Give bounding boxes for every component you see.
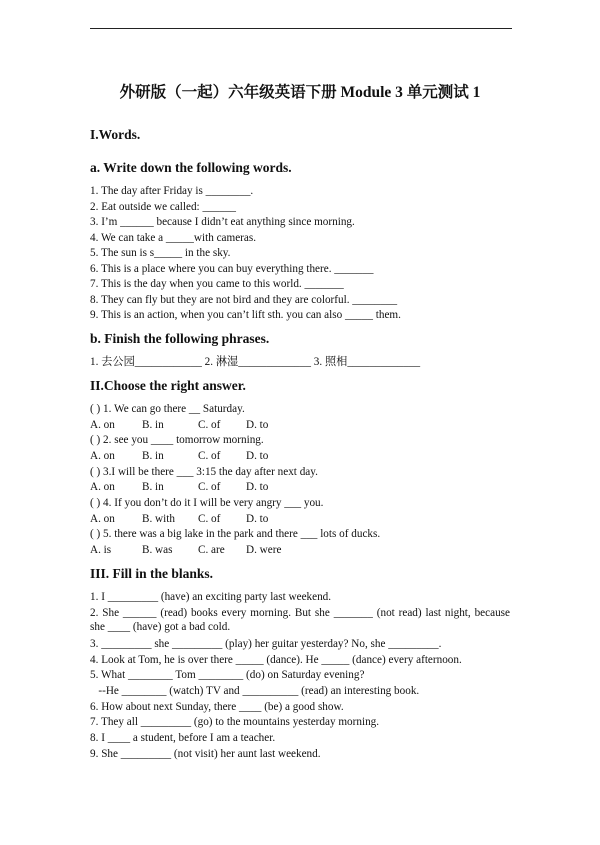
word-item-5: 5. The sun is s_____ in the sky.	[90, 247, 231, 259]
question-stem: ( ) 2. see you ____ tomorrow morning.	[90, 434, 264, 446]
part-a-heading: a. Write down the following words.	[90, 160, 292, 175]
part-b-heading: b. Finish the following phrases.	[90, 331, 270, 346]
option-c: C. of	[198, 481, 221, 493]
word-item-6: 6. This is a place where you can buy everything there. _______	[90, 263, 374, 275]
option-a: A. on	[90, 481, 115, 493]
option-c: C. of	[198, 513, 221, 525]
question-options	[90, 512, 296, 526]
word-item-3: 3. I’m ______ because I didn’t eat anything since morning.	[90, 216, 355, 228]
question-stem: ( ) 3.I will be there ___ 3:15 the day after next day.	[90, 466, 318, 478]
header-rule	[90, 28, 512, 29]
section-heading-words: I.Words.	[90, 127, 141, 142]
fill-item-3: 3. _________ she _________ (play) her guitar yesterday? No, she _________.	[90, 638, 442, 650]
option-b: B. in	[142, 419, 164, 431]
option-b: B. was	[142, 544, 173, 556]
fill-item-1: 1. I _________ (have) an exciting party last weekend.	[90, 591, 332, 603]
option-d: D. were	[246, 544, 282, 556]
word-item-1: 1. The day after Friday is ________.	[90, 185, 254, 197]
word-item-8: 8. They can fly but they are not bird and they are colorful. ________	[90, 294, 398, 306]
option-c: C. are	[198, 544, 225, 556]
question-stem: ( ) 1. We can go there __ Saturday.	[90, 403, 245, 415]
fill-item-2: 2. She ______ (read) books every morning. But she _______ (not read) last night, because she ____ (have) got a bad cold.	[90, 607, 510, 633]
option-d: D. to	[246, 419, 269, 431]
option-b: B. in	[142, 481, 164, 493]
fill-item-5-continued: --He ________ (watch) TV and __________ (read) an interesting book.	[90, 685, 420, 697]
question-stem: ( ) 4. If you don’t do it I will be very angry ___ you.	[90, 497, 324, 509]
question-options	[90, 418, 296, 432]
question-stem: ( ) 5. there was a big lake in the park and there ___ lots of ducks.	[90, 528, 381, 540]
fill-item-7: 7. They all _________ (go) to the mountains yesterday morning.	[90, 716, 380, 728]
word-item-7: 7. This is the day when you came to this world. _______	[90, 278, 344, 290]
question-options	[90, 449, 296, 463]
option-b: B. with	[142, 513, 175, 525]
fill-item-5: 5. What ________ Tom ________ (do) on Saturday evening?	[90, 669, 365, 681]
word-item-4: 4. We can take a _____with cameras.	[90, 232, 257, 244]
option-d: D. to	[246, 450, 269, 462]
option-a: A. on	[90, 450, 115, 462]
option-c: C. of	[198, 419, 221, 431]
option-b: B. in	[142, 450, 164, 462]
fill-item-9: 9. She _________ (not visit) her aunt last weekend.	[90, 748, 321, 760]
page-title: 外研版（一起）六年级英语下册 Module 3 单元测试 1	[119, 84, 481, 101]
section-heading-choose: II.Choose the right answer.	[90, 378, 246, 393]
phrase-line: 1. 去公园____________ 2. 淋湿_____________ 3. 照相_____________	[90, 356, 421, 368]
option-c: C. of	[198, 450, 221, 462]
fill-item-6: 6. How about next Sunday, there ____ (be) a good show.	[90, 701, 344, 713]
section-heading-fill: III. Fill in the blanks.	[90, 566, 214, 581]
option-a: A. on	[90, 513, 115, 525]
option-d: D. to	[246, 513, 269, 525]
question-options	[90, 480, 296, 494]
word-item-2: 2. Eat outside we called: ______	[90, 201, 237, 213]
option-a: A. is	[90, 544, 112, 556]
fill-item-4: 4. Look at Tom, he is over there _____ (dance). He _____ (dance) every afternoon.	[90, 654, 462, 666]
option-a: A. on	[90, 419, 115, 431]
option-d: D. to	[246, 481, 269, 493]
question-options	[90, 543, 296, 557]
word-item-9: 9. This is an action, when you can’t lift sth. you can also _____ them.	[90, 309, 401, 321]
fill-item-8: 8. I ____ a student, before I am a teacher.	[90, 732, 276, 744]
